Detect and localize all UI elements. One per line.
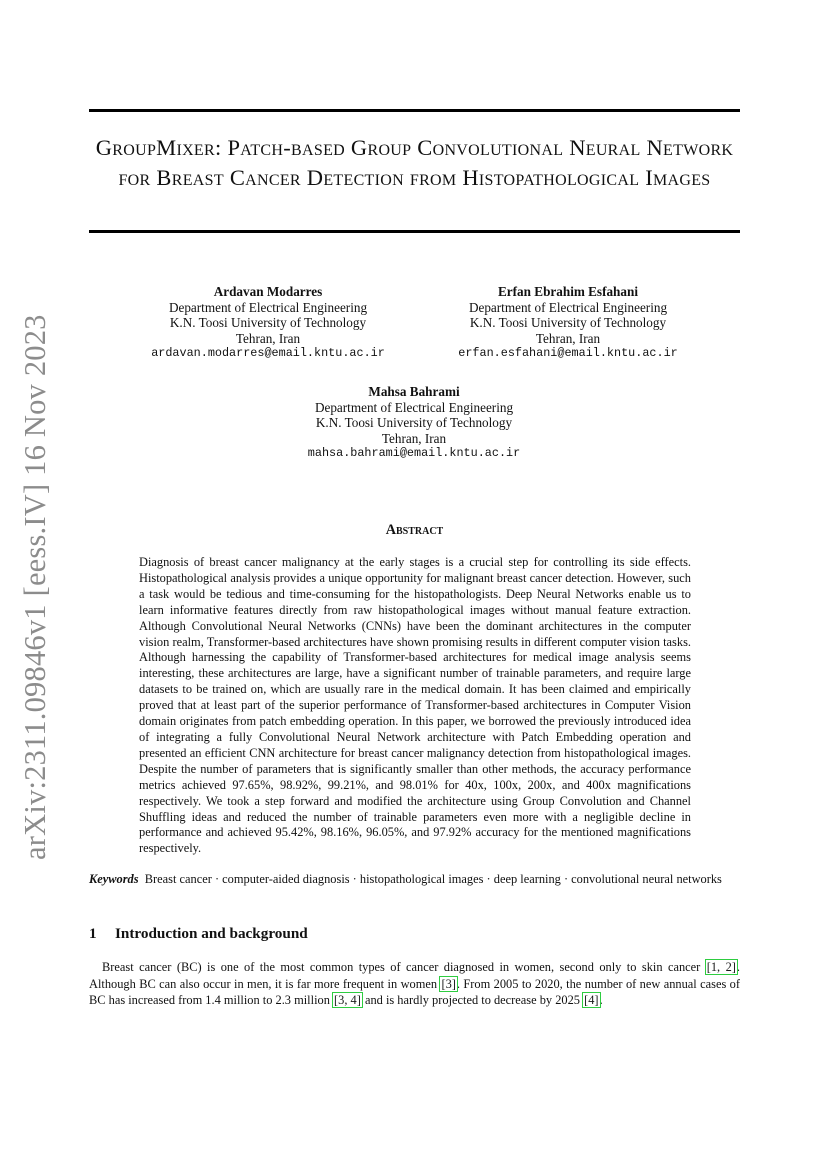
intro-text: . — [599, 993, 603, 1008]
author-location: Tehran, Iran — [381, 430, 447, 446]
keywords-text: Breast cancer · computer-aided diagnosis · histopathological images · deep learning · convolutional neural networks — [144, 872, 722, 886]
author-university: K.N. Toosi University of Technology — [469, 315, 667, 330]
intro-text: Breast cancer (BC) is one of the most common types of cancer diagnosed in women, second only to skin cancer — [102, 960, 706, 974]
author-location: Tehran, Iran — [235, 330, 301, 346]
author-email[interactable]: ardavan.modarres@email.kntu.ac.ir — [151, 346, 385, 360]
intro-text: and is hardly projected to decrease by 2025 — [361, 993, 584, 1008]
keywords-label: Keywords — [89, 872, 139, 886]
keywords — [89, 872, 740, 888]
intro-text: . From 2005 to 2020, the number of new annual cases of BC has increased from 1.4 million to 2.3 million — [89, 976, 741, 1008]
section-number: 1 — [89, 925, 97, 942]
citation-link[interactable]: [3] — [441, 976, 456, 991]
author-department: Department of Electrical Engineering — [314, 399, 514, 415]
author-email[interactable]: mahsa.bahrami@email.kntu.ac.ir — [307, 446, 521, 460]
author-department: Department of Electrical Engineering — [468, 299, 668, 315]
citation-link[interactable]: [3, 4] — [334, 993, 361, 1008]
paper-title: GroupMixer: Patch-based Group Convolutional Neural Network for Breast Cancer Detection from Histopathological Images — [95, 135, 734, 190]
author-name: Erfan Ebrahim Esfahani — [498, 284, 638, 299]
abstract-text: Diagnosis of breast cancer malignancy at the early stages is a crucial step for controlling its side effects. Histopathological analysis provides a unique opportunity for malignant breast cancer detection. However, such a task would be tedious and time-consuming for the histopathologists. Deep Neural Networks enable us to learn informative features directly from raw histopathological images without manual feature extraction. Although Convolutional Neural Networks (CNNs) have been the dominant architectures in the computer vision realm, Transformer-based architectures have shown promising results in different computer vision tasks. Although harnessing the capability of Transformer-based architectures for medical image analysis seems interesting, these architectures are large, have a significant number of trainable parameters, and require large datasets to be trained on, which are usually rare in the medical domain. It has been claimed and empirically proved that at least part of the superior performance of Transformer-based architectures in Computer Vision domain originates from patch embedding operation. In this paper, we borrowed the previously introduced idea of integrating a fully Convolutional Neural Network architecture with Patch Embedding operation and presented an efficient CNN architecture for breast cancer malignancy detection from histopathological images. Despite the number of parameters that is significantly smaller than other methods, the accuracy performance metrics achieved 97.65%, 98.92%, 99.21%, and 98.01% for 40x, 100x, 200x, and 400x magnifications respectively. We took a step forward and modified the architecture using Group Convolution and Channel Shuffling ideas and reduced the number of trainable parameters even more with a negligible decline in performance and achieved 95.42%, 98.16%, 96.05%, and 97.92% accuracy for the mentioned magnifications respectively. — [139, 555, 691, 856]
author-name: Mahsa Bahrami — [368, 384, 460, 399]
citation-link[interactable]: [1, 2] — [706, 960, 736, 974]
title-rule-top — [89, 109, 740, 112]
author-university: K.N. Toosi University of Technology — [315, 415, 513, 430]
title-rule-bottom — [89, 230, 740, 233]
author-block — [118, 284, 418, 362]
intro-paragraph — [89, 959, 740, 1009]
author-location: Tehran, Iran — [535, 330, 601, 346]
author-name: Ardavan Modarres — [213, 284, 323, 299]
arxiv-identifier-stamp: arXiv:2311.09846v1 [eess.IV] 16 Nov 2023 — [18, 314, 52, 860]
section-title: Introduction and background — [115, 925, 308, 942]
citation-link[interactable]: [4] — [584, 993, 599, 1008]
author-block — [418, 284, 718, 362]
author-block — [264, 384, 564, 462]
intro-text: . Although BC can also occur in men, it is far more frequent in women — [89, 960, 740, 991]
author-university: K.N. Toosi University of Technology — [169, 315, 367, 330]
section-heading — [89, 925, 308, 943]
author-email[interactable]: erfan.esfahani@email.kntu.ac.ir — [458, 346, 678, 360]
abstract-heading: Abstract — [385, 522, 444, 538]
author-department: Department of Electrical Engineering — [168, 299, 368, 315]
